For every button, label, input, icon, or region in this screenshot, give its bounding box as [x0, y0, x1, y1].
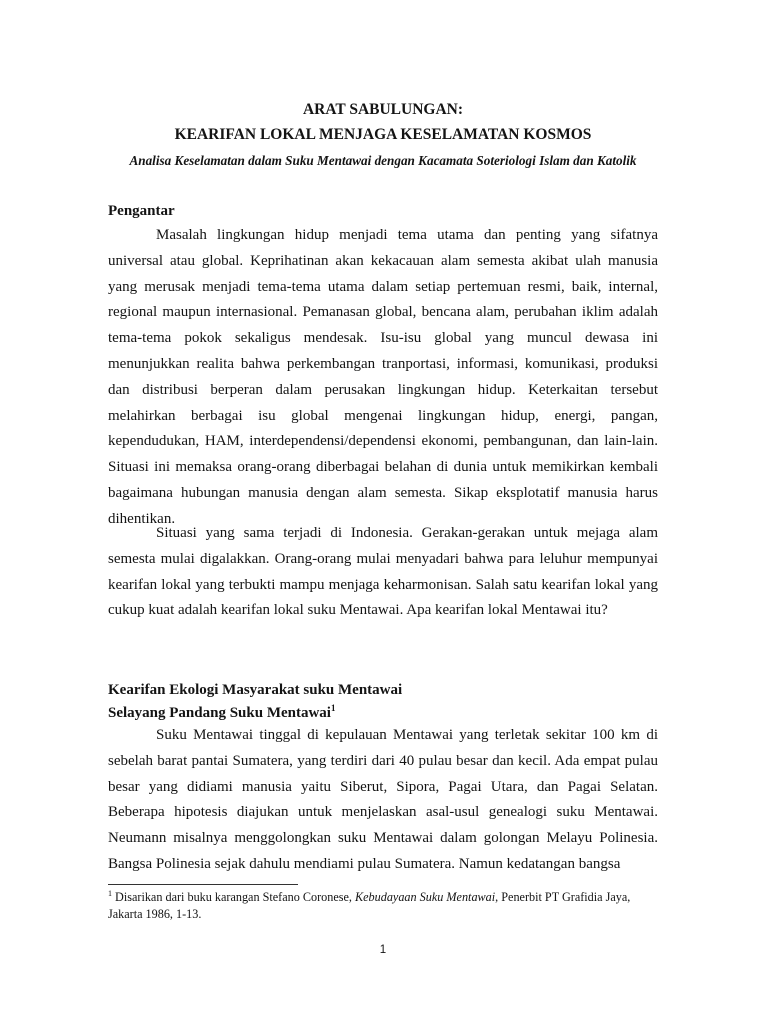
section-heading-kearifan: Kearifan Ekologi Masyarakat suku Mentawai — [108, 682, 403, 698]
footnote-divider — [108, 884, 298, 885]
section-heading-pengantar: Pengantar — [108, 203, 175, 219]
subsection-heading-text: Selayang Pandang Suku Mentawai — [108, 705, 331, 721]
footnote-text-before: Disarikan dari buku karangan Stefano Coronese, — [112, 890, 356, 904]
footnote-book-title: Kebudayaan Suku Mentawai — [355, 890, 496, 904]
footnote-text-after: , Penerbit PT Grafidia Jaya, Jakarta 1986, 1-13. — [108, 890, 631, 921]
footnote — [108, 889, 658, 923]
page-number: 1 — [379, 944, 387, 956]
subsection-heading-selayang-pandang — [108, 704, 335, 722]
footnote-number: 1 — [108, 889, 112, 898]
document-title-line-1: ARAT SABULUNGAN: — [302, 101, 464, 118]
document-title-line-2: KEARIFAN LOKAL MENJAGA KESELAMATAN KOSMOS — [174, 126, 592, 143]
paragraph-pengantar-2: Situasi yang sama terjadi di Indonesia. Gerakan-gerakan untuk mejaga alam semesta mulai digalakkan. Orang-orang mulai menyadari bahwa para leluhur mempunyai kearifan lokal yang terbukti mampu menjaga keharmonisan. Salah satu kearifan lokal yang cukup kuat adalah kearifan lokal suku Mentawai. Apa kearifan lokal Mentawai itu? — [108, 525, 658, 619]
footnote-reference: 1 — [330, 703, 336, 713]
document-page — [108, 0, 658, 1024]
paragraph-suku-mentawai: Suku Mentawai tinggal di kepulauan Mentawai yang terletak sekitar 100 km di sebelah barat pantai Sumatera, yang terdiri dari 40 pulau besar dan kecil. Ada empat pulau besar yang didiami manusia yaitu Siberut, Sipora, Pagai Utara, dan Pagai Selatan. Beberapa hipotesis diajukan untuk menjelaskan asal-usul genealogi suku Mentawai. Neumann misalnya menggolongkan suku Mentawai dalam golongan Melayu Polinesia. Bangsa Polinesia sejak dahulu mendiami pulau Sumatera. Namun kedatangan bangsa — [108, 727, 658, 872]
document-subtitle: Analisa Keselamatan dalam Suku Mentawai dengan Kacamata Soteriologi Islam dan Katolik — [129, 153, 637, 168]
paragraph-pengantar-1: Masalah lingkungan hidup menjadi tema utama dan penting yang sifatnya universal atau global. Keprihatinan akan kekacauan alam semesta akibat ulah manusia yang merusak menjadi tema-tema utama dalam setiap pertemuan resmi, baik, internal, regional maupun internasional. Pemanasan global, bencana alam, perubahan iklim adalah tema-tema pokok sekaligus mendesak. Isu-isu global yang muncul dewasa ini menunjukkan realita bahwa perkembangan tranportasi, informasi, komunikasi, produksi dan distribusi berperan dalam perusakan lingkungan hidup. Keterkaitan tersebut melahirkan berbagai isu global mengenai lingkungan hidup, energi, pangan, kependudukan, HAM, interdependensi/dependensi ekonomi, pembangunan, dan lain-lain. Situasi ini memaksa orang-orang diberbagai belahan di dunia untuk memikirkan kembali bagaimana hubungan manusia dengan alam semesta. Sikap eksplotatif manusia harus dihentikan. — [108, 227, 658, 527]
